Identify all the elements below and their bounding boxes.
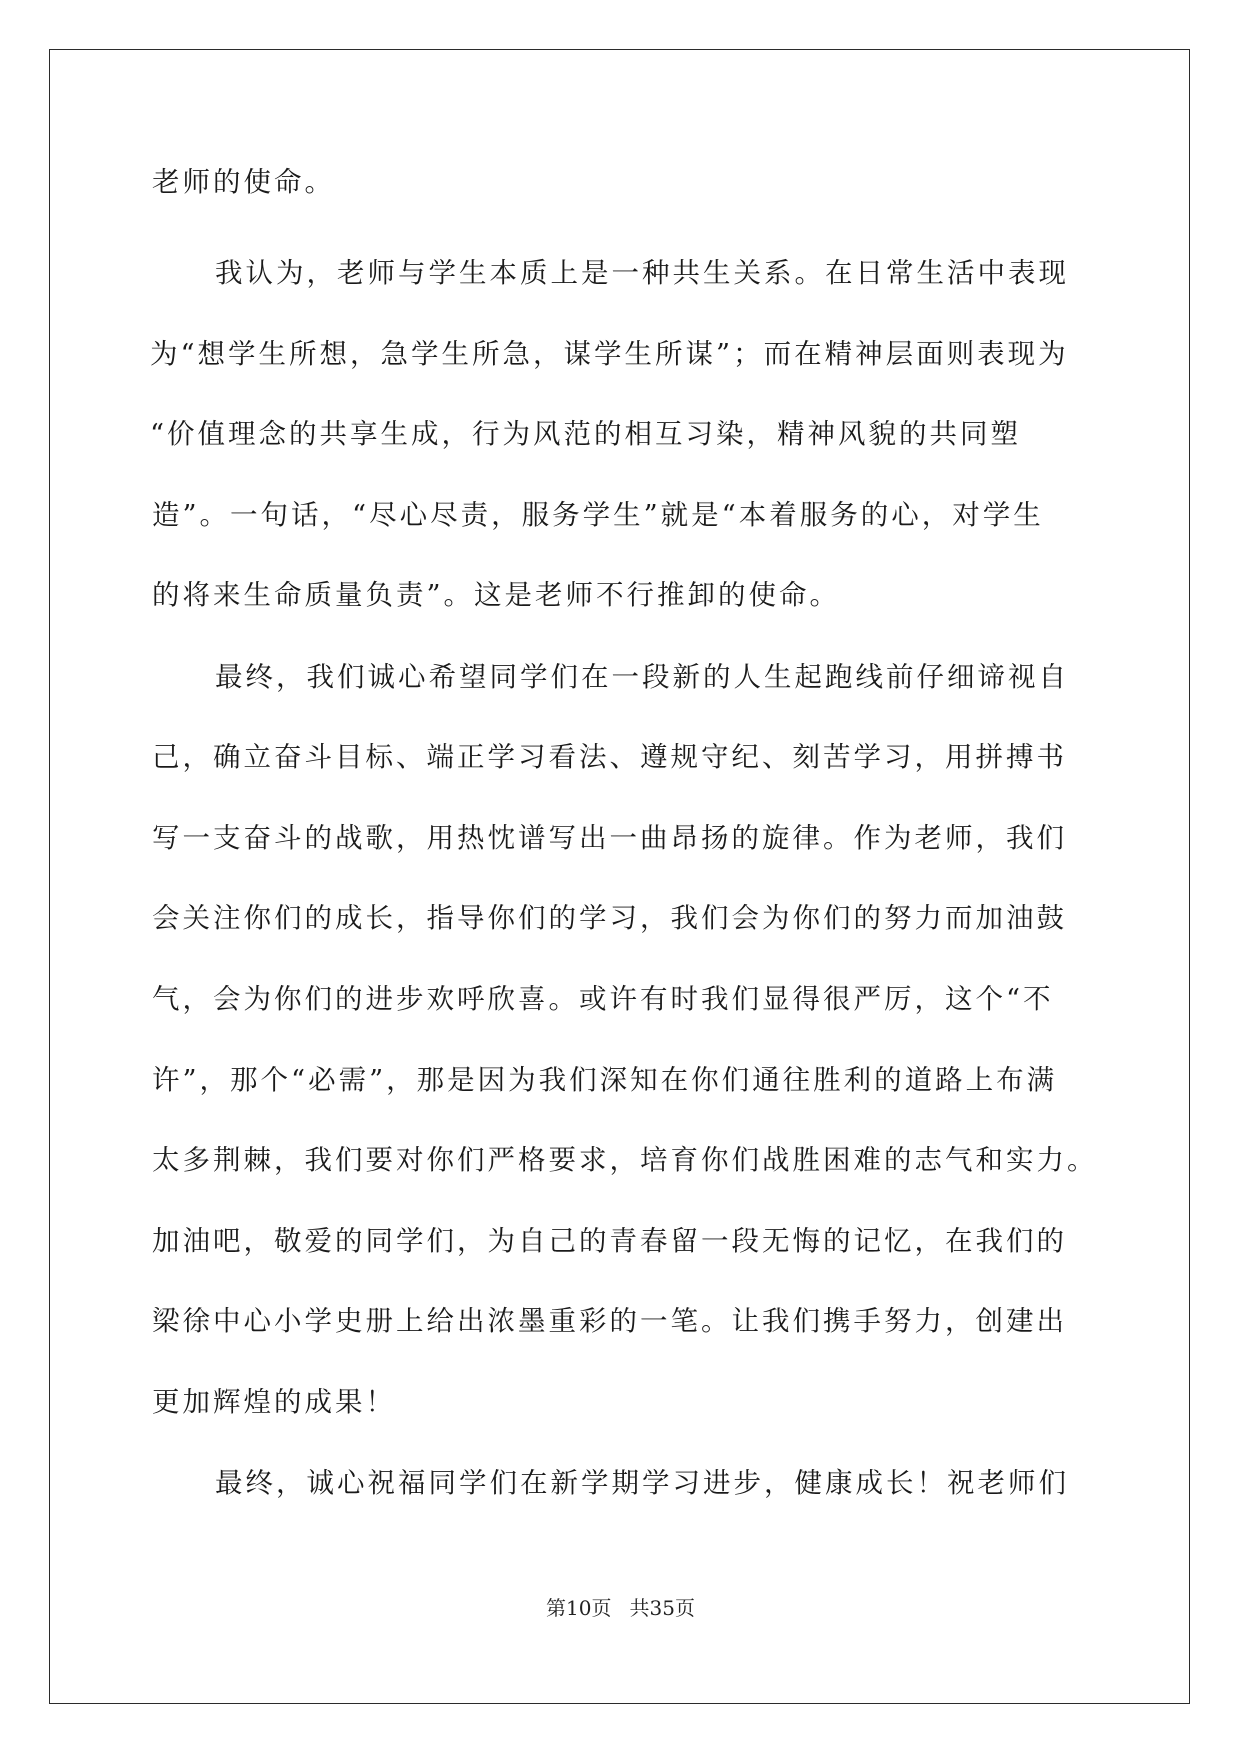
body-line: 的将来生命质量负责”。这是老师不行推卸的使命。 (152, 579, 841, 611)
body-line: 许”，那个“必需”，那是因为我们深知在你们通往胜利的道路上布满 (152, 1064, 1058, 1096)
body-line: 我认为，老师与学生本质上是一种共生关系。在日常生活中表现 (215, 257, 1069, 289)
body-line: 造”。一句话，“尽心尽责，服务学生”就是“本着服务的心，对学生 (152, 499, 1044, 531)
body-line: 更加辉煌的成果！ (152, 1386, 396, 1418)
page-border (49, 49, 1190, 1704)
body-line: 太多荆棘，我们要对你们严格要求，培育你们战胜困难的志气和实力。 (152, 1144, 1098, 1176)
body-line: “价值理念的共享生成，行为风范的相互习染，精神风貌的共同塑 (150, 418, 1022, 450)
page-footer (0, 1596, 1241, 1620)
body-line: 会关注你们的成长，指导你们的学习，我们会为你们的努力而加油鼓 (152, 902, 1067, 934)
body-line: 写一支奋斗的战歌，用热忱谱写出一曲昂扬的旋律。作为老师，我们 (152, 822, 1067, 854)
body-line: 老师的使命。 (152, 166, 335, 198)
page-number: 第10页 (546, 1596, 612, 1620)
page-total: 共35页 (629, 1596, 695, 1620)
body-line: 为“想学生所想，急学生所急，谋学生所谋”；而在精神层面则表现为 (150, 338, 1069, 370)
body-line: 梁徐中心小学史册上给出浓墨重彩的一笔。让我们携手努力，创建出 (152, 1305, 1067, 1337)
body-line: 最终，诚心祝福同学们在新学期学习进步，健康成长！祝老师们 (215, 1467, 1069, 1499)
body-line: 己，确立奋斗目标、端正学习看法、遵规守纪、刻苦学习，用拼搏书 (152, 741, 1067, 773)
body-line: 最终，我们诚心希望同学们在一段新的人生起跑线前仔细谛视自 (215, 661, 1069, 693)
body-line: 加油吧，敬爱的同学们，为自己的青春留一段无悔的记忆，在我们的 (152, 1225, 1067, 1257)
body-line: 气，会为你们的进步欢呼欣喜。或许有时我们显得很严厉，这个“不 (152, 983, 1054, 1015)
